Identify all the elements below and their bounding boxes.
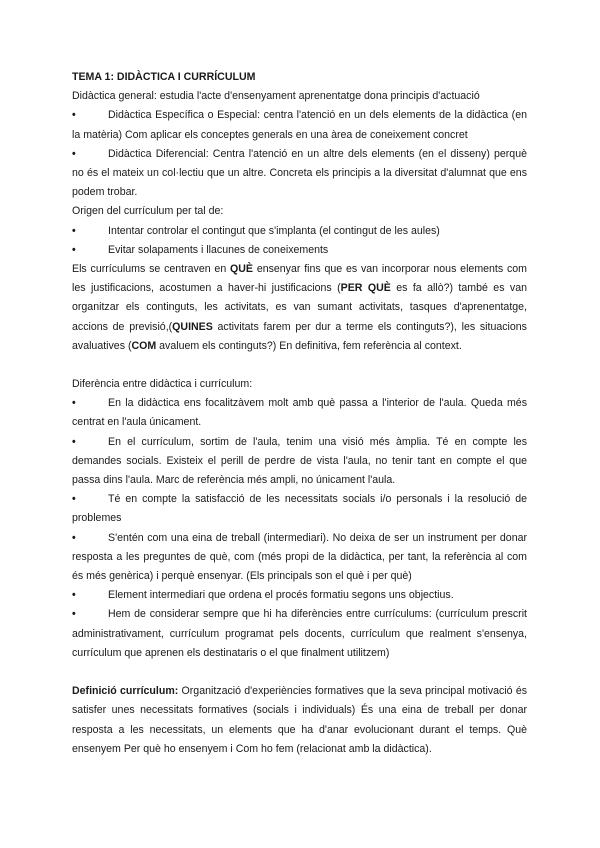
list-item: • Didàctica Diferencial: Centra l'atenció en un altre dels elements (en el disseny) perquè no és el mateix un col·lectiu que un altre. Concreta els principis a la diversitat d'alumnat que ens podem trobar.	[72, 147, 527, 199]
paragraph-text: avaluem els continguts?) En definitiva, fem referència al context.	[156, 339, 462, 352]
origen-item-text: Intentar controlar el contingut que s'implanta (el contingut de les aules)	[108, 224, 440, 237]
diferencia-item-text: Té en compte la satisfacció de les necessitats socials i/o personals i la resolució de problemes	[72, 493, 527, 525]
list-item: • En el currículum, sortim de l'aula, tenim una visió més àmplia. Té en compte les demandes socials. Existeix el perill de perdre de vista l'aula, no tenir tant en compte el que passa dins l'aula. Marc de referència més ampli, no únicament l'aula.	[72, 435, 527, 487]
list-item: • S'entén com una eina de treball (intermediari). No deixa de ser un instrument per donar resposta a les preguntes de què, com (més propi de la didàctica, per tant, la referència al com és més genèrica) i perquè ensenyar. (Els principals son el què i per què)	[72, 531, 527, 583]
definicio-text: Organització d'experiències formatives que la seva principal motivació és satisfer unes necessitats formatives (socials i individuals) És una eina de treball per donar resposta a les necessitats, un elements que ha d'anar evolucionant durant el temps. Què ensenyem Per què ho ensenyem i Com ho fem (relacionat amb la didàctica).	[72, 685, 528, 755]
list-item: • En la didàctica ens focalitzàvem molt amb què passa a l'interior de l'aula. Queda més centrat en l'aula únicament.	[72, 397, 527, 429]
didactica-diferencial-text: Didàctica Diferencial: Centra l'atenció en un altre dels elements (en el disseny) perquè no és el mateix un col·lectiu que un altre. Concreta els principis a la diversitat d'alumnat que ens podem trobar.	[72, 147, 527, 199]
list-item: • Hem de considerar sempre que hi ha diferències entre currículums: (currículum prescrit administrativament, currículum programat pels docents, currículum que realment s'ensenya, currículum que aprenen els destinataris o el que finalment utilitzem)	[72, 608, 527, 659]
definicio-paragraph	[72, 682, 527, 759]
definicio-label: Definició currículum:	[72, 685, 179, 698]
spacer	[72, 356, 527, 375]
origen-heading: Origen del currículum per tal de:	[72, 205, 224, 218]
intro-paragraph: Didàctica general: estudia l'acte d'ensenyament aprenentatge dona principis d'actuació	[72, 90, 480, 103]
list-item: • Didàctica Específica o Especial: centra l'atenció en un dels elements de la didàctica (en la matèria) Com aplicar els conceptes generals en una àrea de coneixement concret	[72, 109, 527, 141]
bullet-icon: •	[72, 224, 76, 237]
paragraph-text: activitats farem per dur a terme els continguts?), les situacions avaluatives (	[72, 320, 527, 352]
list-item: • Element intermediari que ordena el procés formatiu segons uns objectius.	[72, 589, 454, 602]
emphasis-text: QUÈ	[230, 263, 253, 276]
diferencia-item-text: En la didàctica ens focalitzàvem molt amb què passa a l'interior de l'aula. Queda més centrat en l'aula únicament.	[72, 397, 527, 429]
curriculums-paragraph	[72, 260, 527, 356]
list-item	[72, 241, 527, 260]
diferencia-heading: Diferència entre didàctica i currículum:	[72, 378, 253, 391]
list-item	[72, 222, 527, 241]
page-title: TEMA 1: DIDÀCTICA I CURRÍCULUM	[72, 71, 256, 83]
origen-item-text: Evitar solapaments i llacunes de coneixements	[108, 243, 329, 256]
list-item: • Té en compte la satisfacció de les necessitats socials i/o personals i la resolució de problemes	[72, 493, 527, 525]
didactica-especifica-text: Didàctica Específica o Especial: centra l'atenció en un dels elements de la didàctica (en la matèria) Com aplicar els conceptes generals en una àrea de coneixement concret	[72, 109, 527, 141]
diferencia-item-text: En el currículum, sortim de l'aula, tenim una visió més àmplia. Té en compte les demandes socials. Existeix el perill de perdre de vista l'aula, no tenir tant en compte el que passa dins l'aula. Marc de referència més ampli, no únicament l'aula.	[72, 435, 527, 487]
spacer	[72, 663, 527, 682]
diferencia-item-text: Element intermediari que ordena el procés formatiu segons uns objectius.	[108, 589, 454, 602]
emphasis-text: COM	[131, 339, 157, 352]
paragraph-text: ensenyar fins que es van incorporar nous elements com les justificacions, acostumen a haver-hi justificacions (	[72, 263, 527, 295]
bullet-icon: •	[72, 243, 76, 256]
paragraph-text: Els currículums se centraven en	[72, 263, 231, 276]
emphasis-text: PER QUÈ	[340, 282, 391, 295]
emphasis-text: QUINES	[172, 320, 213, 333]
diferencia-item-text: S'entén com una eina de treball (intermediari). No deixa de ser un instrument per donar resposta a les preguntes de què, com (més propi de la didàctica, per tant, la referència al com és més genèrica) i perquè ensenyar. (Els principals son el què i per què)	[72, 531, 527, 583]
document-page	[72, 68, 527, 759]
diferencia-item-text: Hem de considerar sempre que hi ha diferències entre currículums: (currículum prescrit administrativament, currículum programat pels docents, currículum que realment s'ensenya, currículum que aprenen els destinataris o el que finalment utilitzem)	[72, 608, 527, 659]
paragraph-text: es fa allò?) també es van organitzar els continguts, les activitats, es van sumant activitats, tasques d'aprenentatge, accions de previsió,(	[72, 282, 527, 333]
